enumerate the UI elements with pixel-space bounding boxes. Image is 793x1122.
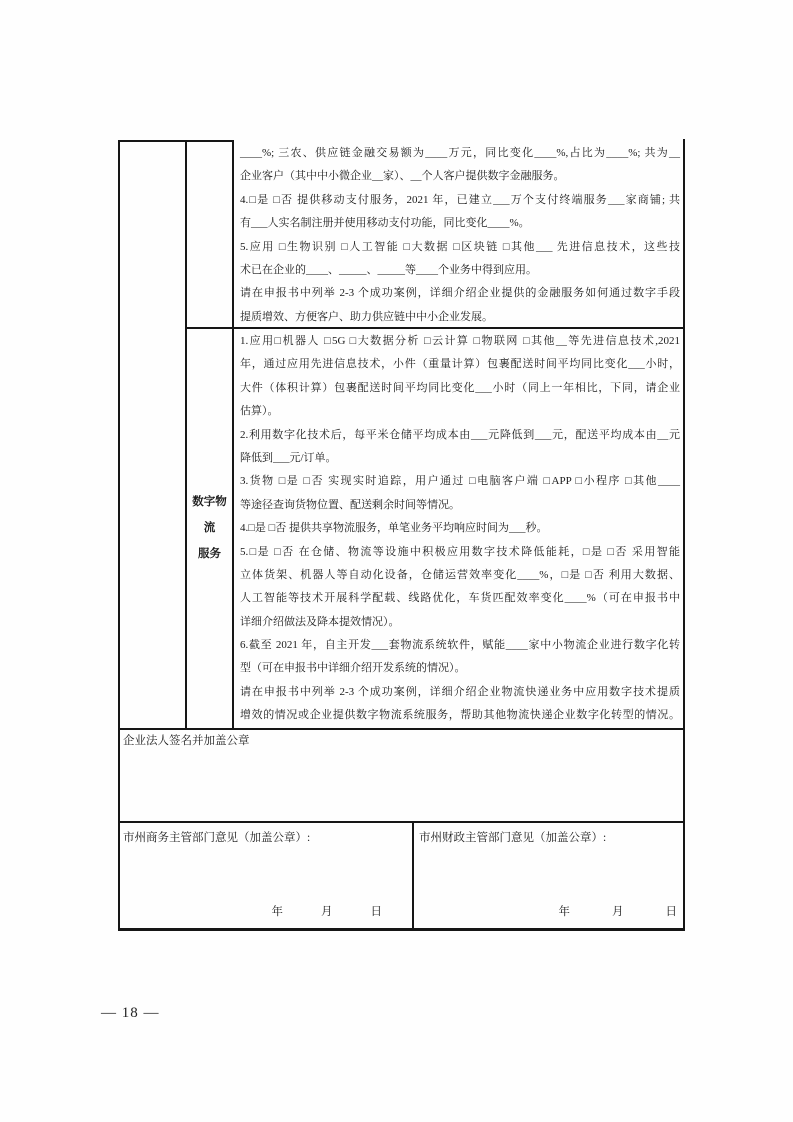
date-day-label: 日: [665, 906, 677, 918]
form-text-line: 6.截至 2021 年，自主开发___套物流系统软件，赋能____家中小物流企业进行数字化转: [240, 639, 680, 652]
table-border-left: [118, 140, 120, 931]
form-text-line: 有___人实名制注册并使用移动支付功能，同比变化____%。: [240, 217, 530, 230]
form-text-line: 提质增效、方便客户、助力供应链中中小企业发展。: [240, 310, 493, 323]
table-border-col2-divider: [232, 140, 234, 730]
row-label-digital-logistics: [187, 329, 232, 727]
finance-dept-opinion-title: 市州财政主管部门意见（加盖公章）:: [419, 832, 607, 844]
table-border-signature-top: [118, 728, 685, 730]
commerce-dept-opinion-title: 市州商务主管部门意见（加盖公章）:: [123, 832, 311, 844]
form-text-line: 等途径查询货物位置、配送剩余时间等情况。: [240, 498, 460, 511]
form-text-line: 型（可在申报书中详细介绍开发系统的情况）。: [240, 662, 466, 675]
form-text-line: 人工智能等技术开展科学配载、线路优化，车货匹配效率变化____%（可在申报书中: [240, 592, 680, 605]
finance-dept-date-line: [559, 903, 678, 919]
form-text-line: 4.□是 □否 提供移动支付服务，2021 年，已建立___万个支付终端服务___家商铺; 共: [240, 193, 680, 206]
date-month-label: 月: [321, 906, 333, 918]
form-text-line: 企业客户（其中中小微企业__家）、__个人客户提供数字金融服务。: [240, 170, 565, 183]
date-day-label: 日: [370, 906, 382, 918]
form-text-line: 增效的情况或企业提供数字物流系统服务，帮助其他物流快递企业数字化转型的情况。: [240, 709, 680, 722]
signature-seal-cell: [123, 733, 678, 749]
form-text-line: 大件（体积计算）包裹配送时间平均同比变化___小时（同上一年相比，下同，请企业: [240, 381, 680, 394]
commerce-dept-date-line: [272, 903, 383, 919]
table-border-bottom: [118, 928, 685, 931]
digital-logistics-cell: [240, 330, 680, 728]
form-text-line: 1.应用□机器人 □5G □大数据分析 □云计算 □物联网 □其他__等先进信息技术,2021: [240, 335, 680, 347]
form-text-line: 4.□是 □否 提供共享物流服务，单笔业务平均响应时间为___秒。: [240, 522, 548, 535]
form-text-line: 请在申报书中列举 2-3 个成功案例，详细介绍企业物流快递业务中应用数字技术提质: [240, 685, 680, 698]
finance-dept-opinion-cell: [414, 823, 683, 928]
row-label-line: 服务: [198, 548, 221, 560]
form-text-line: ____%; 三农、供应链金融交易额为____万元，同比变化____%,占比为____%; 共为__: [240, 147, 680, 159]
form-text-line: 详细介绍做法及降本提效情况）。: [240, 615, 400, 628]
form-text-line: 估算）。: [240, 405, 279, 418]
form-text-line: 5.应用 □生物识别 □人工智能 □大数据 □区块链 □其他___ 先进信息技术，这些技: [240, 240, 680, 253]
commerce-dept-opinion-cell: [118, 823, 412, 928]
form-text-line: 2.利用数字化技术后，每平米仓储平均成本由___元降低到___元，配送平均成本由__元: [240, 428, 680, 441]
digital-finance-cell: [240, 142, 680, 329]
form-text-line: 请在申报书中列举 2-3 个成功案例，详细介绍企业提供的金融服务如何通过数字手段: [240, 287, 680, 300]
date-month-label: 月: [612, 906, 624, 918]
form-text-line: 降低到___元/订单。: [240, 451, 337, 464]
date-year-label: 年: [271, 906, 283, 918]
form-text-line: 立体货架、机器人等自动化设备，仓储运营效率变化____%，□是 □否 利用大数据、: [240, 568, 680, 581]
table-border-right: [683, 139, 685, 931]
page-number: — 18 —: [101, 1005, 160, 1021]
row-label-line: 数字物流: [192, 496, 227, 534]
table-border-top: [118, 140, 234, 142]
date-year-label: 年: [558, 906, 570, 918]
signature-seal-label: 企业法人签名并加盖公章: [123, 735, 250, 747]
form-text-line: 3.货物 □是 □否 实现实时追踪，用户通过 □电脑客户端 □APP □小程序 □其他____: [240, 475, 680, 488]
form-text-line: 术已在企业的____、_____、_____等____个业务中得到应用。: [240, 263, 537, 276]
form-text-line: 5.□是 □否 在仓储、物流等设施中积极应用数字技术降低能耗，□是 □否 采用智能: [240, 545, 680, 558]
form-text-line: 年，通过应用先进信息技术，小件（重量计算）包裹配送时间平均同比变化___小时，: [240, 358, 680, 371]
